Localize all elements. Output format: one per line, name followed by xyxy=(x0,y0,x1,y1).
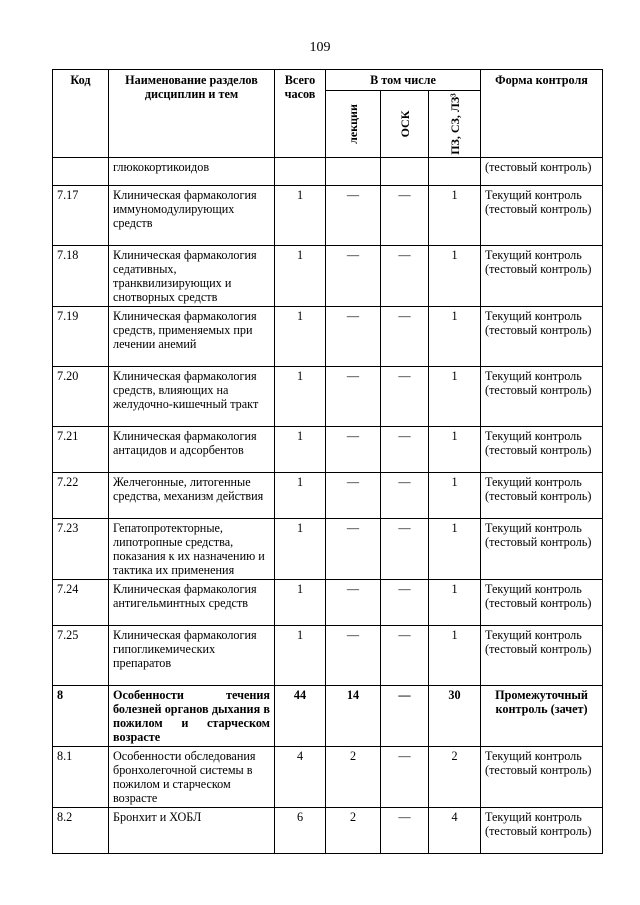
cell-code: 8.2 xyxy=(53,808,109,854)
cell-lectures: — xyxy=(326,473,381,519)
cell-lectures: — xyxy=(326,580,381,626)
cell-pz: 1 xyxy=(429,367,481,427)
cell-osk: — xyxy=(381,686,429,747)
cell-lectures: — xyxy=(326,626,381,686)
cell-form: Текущий контроль (тестовый контроль) xyxy=(481,427,603,473)
header-total: Всего часов xyxy=(275,70,326,158)
cell-name: Гепатопротекторные, липотропные средства, показания к их назначению и тактика их применения xyxy=(109,519,275,580)
cell-total xyxy=(275,158,326,186)
cell-lectures: — xyxy=(326,186,381,246)
cell-code: 7.19 xyxy=(53,307,109,367)
cell-total: 6 xyxy=(275,808,326,854)
cell-pz: 30 xyxy=(429,686,481,747)
cell-name: Клиническая фармакология антацидов и адсорбентов xyxy=(109,427,275,473)
cell-form: Промежуточный контроль (зачет) xyxy=(481,686,603,747)
table-row xyxy=(53,367,603,427)
cell-osk: — xyxy=(381,427,429,473)
table-row xyxy=(53,519,603,580)
header-form: Форма контроля xyxy=(481,70,603,158)
cell-total: 1 xyxy=(275,246,326,307)
cell-form: Текущий контроль (тестовый контроль) xyxy=(481,519,603,580)
cell-pz: 1 xyxy=(429,427,481,473)
cell-name: Бронхит и ХОБЛ xyxy=(109,808,275,854)
cell-osk: — xyxy=(381,246,429,307)
cell-code: 7.22 xyxy=(53,473,109,519)
cell-form: Текущий контроль (тестовый контроль) xyxy=(481,580,603,626)
cell-name: Клиническая фармакология гипогликемических препаратов xyxy=(109,626,275,686)
cell-osk: — xyxy=(381,473,429,519)
cell-form: Текущий контроль (тестовый контроль) xyxy=(481,307,603,367)
cell-total: 1 xyxy=(275,307,326,367)
table-row xyxy=(53,427,603,473)
cell-total: 1 xyxy=(275,626,326,686)
cell-osk: — xyxy=(381,307,429,367)
cell-form: Текущий контроль (тестовый контроль) xyxy=(481,747,603,808)
cell-code: 7.21 xyxy=(53,427,109,473)
cell-osk: — xyxy=(381,626,429,686)
table-row xyxy=(53,808,603,854)
cell-lectures: — xyxy=(326,307,381,367)
cell-code xyxy=(53,158,109,186)
page-number: 109 xyxy=(309,40,331,55)
table-row xyxy=(53,580,603,626)
cell-pz: 1 xyxy=(429,626,481,686)
cell-osk: — xyxy=(381,186,429,246)
cell-total: 1 xyxy=(275,427,326,473)
cell-code: 7.18 xyxy=(53,246,109,307)
cell-pz: 4 xyxy=(429,808,481,854)
header-pz: ПЗ, СЗ, ЛЗ³ xyxy=(429,91,481,158)
table-row xyxy=(53,747,603,808)
cell-name: Особенности течения болезней органов дыхания в пожилом и старческом возрасте xyxy=(109,686,275,747)
cell-form: Текущий контроль (тестовый контроль) xyxy=(481,473,603,519)
cell-code: 7.24 xyxy=(53,580,109,626)
header-osk: ОСК xyxy=(381,91,429,158)
cell-total: 1 xyxy=(275,186,326,246)
cell-name: Клиническая фармакология антигельминтных средств xyxy=(109,580,275,626)
cell-name: Клиническая фармакология средств, влияющих на желудочно-кишечный тракт xyxy=(109,367,275,427)
cell-name: Клиническая фармакология иммуномодулирующих средств xyxy=(109,186,275,246)
cell-total: 4 xyxy=(275,747,326,808)
cell-name: Клиническая фармакология средств, применяемых при лечении анемий xyxy=(109,307,275,367)
header-including: В том числе xyxy=(326,70,481,91)
cell-lectures: — xyxy=(326,367,381,427)
cell-lectures: 14 xyxy=(326,686,381,747)
cell-code: 7.25 xyxy=(53,626,109,686)
cell-lectures: — xyxy=(326,427,381,473)
cell-name: Клиническая фармакология седативных, транквилизирующих и снотворных средств xyxy=(109,246,275,307)
curriculum-table xyxy=(52,69,603,854)
cell-pz: 1 xyxy=(429,186,481,246)
header-row xyxy=(53,70,603,91)
cell-code: 7.17 xyxy=(53,186,109,246)
cell-lectures: 2 xyxy=(326,808,381,854)
cell-pz: 1 xyxy=(429,580,481,626)
cell-pz: 1 xyxy=(429,246,481,307)
header-name: Наименование разделов дисциплин и тем xyxy=(109,70,275,158)
table-row xyxy=(53,186,603,246)
cell-lectures: 2 xyxy=(326,747,381,808)
cell-pz: 1 xyxy=(429,519,481,580)
cell-osk: — xyxy=(381,519,429,580)
cell-total: 1 xyxy=(275,519,326,580)
cell-lectures: — xyxy=(326,246,381,307)
cell-code: 8.1 xyxy=(53,747,109,808)
cell-pz: 1 xyxy=(429,473,481,519)
cell-total: 1 xyxy=(275,367,326,427)
cell-code: 7.23 xyxy=(53,519,109,580)
cell-osk: — xyxy=(381,367,429,427)
cell-form: Текущий контроль (тестовый контроль) xyxy=(481,246,603,307)
cell-osk: — xyxy=(381,808,429,854)
cell-osk: — xyxy=(381,580,429,626)
cell-pz xyxy=(429,158,481,186)
cell-form: Текущий контроль (тестовый контроль) xyxy=(481,808,603,854)
table-row xyxy=(53,473,603,519)
cell-name: Особенности обследования бронхолегочной системы в пожилом и старческом возрасте xyxy=(109,747,275,808)
cell-lectures xyxy=(326,158,381,186)
cell-osk xyxy=(381,158,429,186)
table-row xyxy=(53,686,603,747)
header-lectures: лекции xyxy=(326,91,381,158)
cell-total: 1 xyxy=(275,473,326,519)
header-code: Код xyxy=(53,70,109,158)
cell-lectures: — xyxy=(326,519,381,580)
cell-form: Текущий контроль (тестовый контроль) xyxy=(481,367,603,427)
table-row xyxy=(53,307,603,367)
cell-total: 44 xyxy=(275,686,326,747)
cell-osk: — xyxy=(381,747,429,808)
cell-form: (тестовый контроль) xyxy=(481,158,603,186)
cell-pz: 2 xyxy=(429,747,481,808)
table-row xyxy=(53,626,603,686)
cell-name: Желчегонные, литогенные средства, механизм действия xyxy=(109,473,275,519)
cell-code: 7.20 xyxy=(53,367,109,427)
cell-pz: 1 xyxy=(429,307,481,367)
cell-form: Текущий контроль (тестовый контроль) xyxy=(481,626,603,686)
table-row xyxy=(53,246,603,307)
cell-form: Текущий контроль (тестовый контроль) xyxy=(481,186,603,246)
table-row xyxy=(53,158,603,186)
cell-name: глюкокортикоидов xyxy=(109,158,275,186)
cell-total: 1 xyxy=(275,580,326,626)
cell-code: 8 xyxy=(53,686,109,747)
